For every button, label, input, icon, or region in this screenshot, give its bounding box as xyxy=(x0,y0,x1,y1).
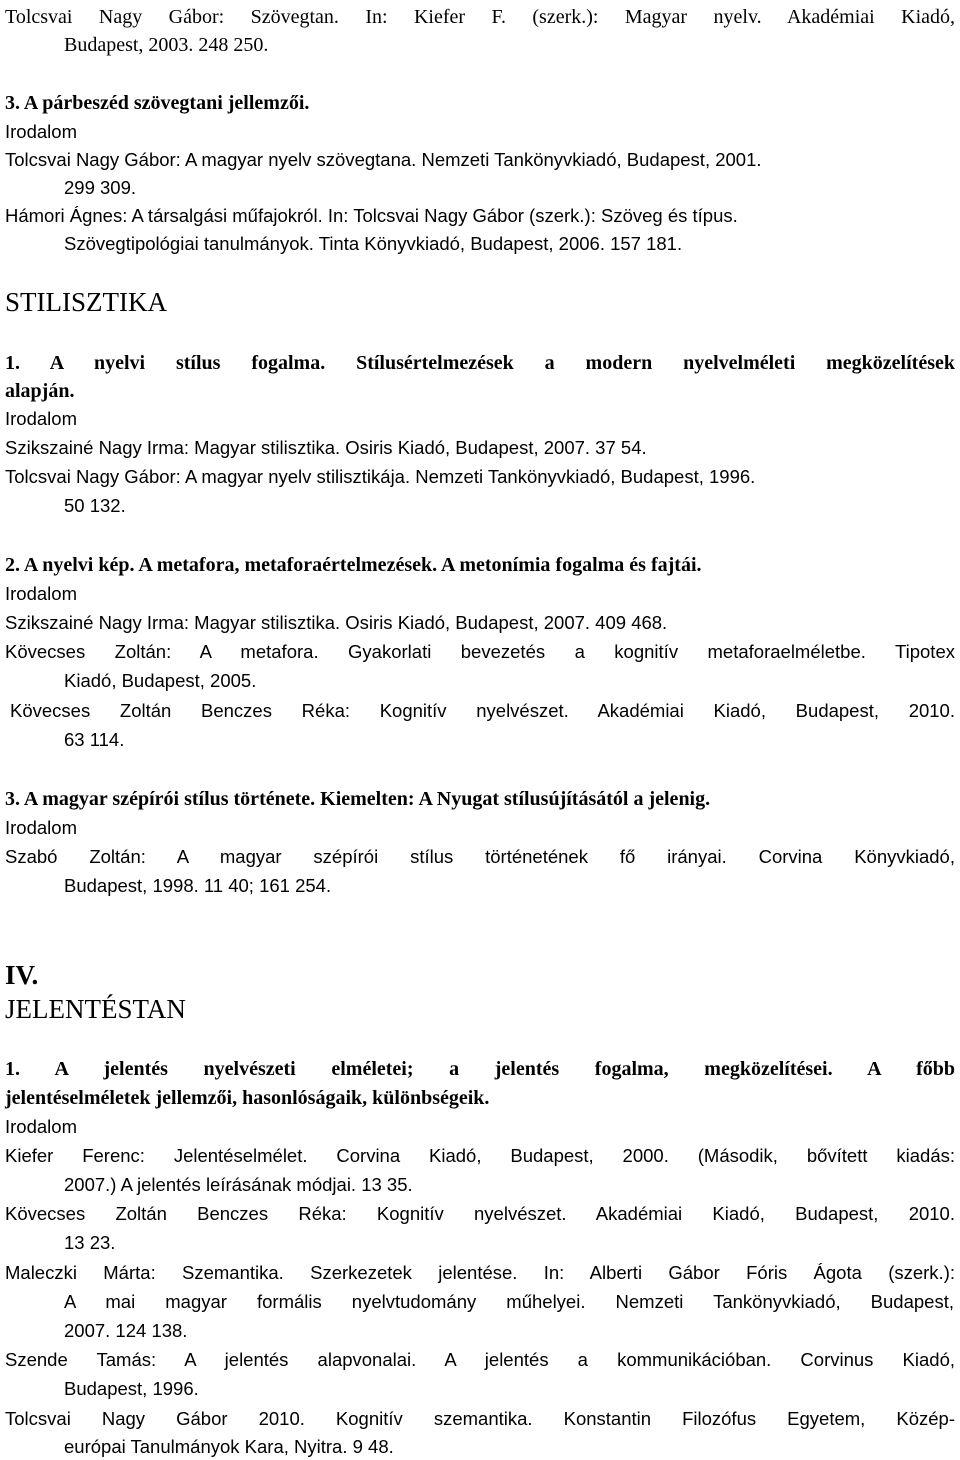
reference-line: Budapest, 2003. 248 250. xyxy=(64,34,269,56)
irodalom-label: Irodalom xyxy=(5,583,77,604)
section-heading: STILISZTIKA xyxy=(5,287,167,317)
reference-line: Maleczki Márta: Szemantika. Szerkezetek jelentése. In: Alberti Gábor Fóris Ágota (szerk.): xyxy=(5,1262,955,1283)
reference-line: Szende Tamás: A jelentés alapvonalai. A jelentés a kommunikációban. Corvinus Kiadó, xyxy=(5,1349,955,1370)
reference-line: Hámori Ágnes: A társalgási műfajokról. In: Tolcsvai Nagy Gábor (szerk.): Szöveg és típus. xyxy=(5,205,738,226)
irodalom-label: Irodalom xyxy=(5,1116,77,1137)
topic-heading: 1. A jelentés nyelvészeti elméletei; a jelentés fogalma, megközelítései. A főbb xyxy=(5,1058,955,1080)
reference-line: Szabó Zoltán: A magyar szépírói stílus történetének fő irányai. Corvina Könyvkiadó, xyxy=(5,846,955,867)
reference-line: Szövegtipológiai tanulmányok. Tinta Könyvkiadó, Budapest, 2006. 157 181. xyxy=(64,233,683,254)
reference-line: A mai magyar formális nyelvtudomány műhelyei. Nemzeti Tankönyvkiadó, Budapest, xyxy=(64,1291,954,1312)
reference-line: Kiefer Ferenc: Jelentéselmélet. Corvina Kiadó, Budapest, 2000. (Második, bővített kiadás: xyxy=(5,1145,955,1166)
reference-line: 50 132. xyxy=(64,495,126,516)
topic-heading: 3. A magyar szépírói stílus története. Kiemelten: A Nyugat stílusújításától a jelenig. xyxy=(5,788,711,810)
reference-line: Tolcsvai Nagy Gábor: Szövegtan. In: Kiefer F. (szerk.): Magyar nyelv. Akadémiai Kiadó, xyxy=(5,6,955,28)
topic-heading: 1. A nyelvi stílus fogalma. Stílusértelmezések a modern nyelvelméleti megközelítések xyxy=(5,352,955,374)
section-heading: JELENTÉSTAN xyxy=(5,994,186,1024)
reference-line: Tolcsvai Nagy Gábor: A magyar nyelv stilisztikája. Nemzeti Tankönyvkiadó, Budapest, 1996. xyxy=(5,466,756,487)
reference-line: 13 23. xyxy=(64,1232,116,1253)
reference-line: 2007.) A jelentés leírásának módjai. 13 35. xyxy=(64,1174,413,1195)
irodalom-label: Irodalom xyxy=(5,817,77,838)
reference-line: 2007. 124 138. xyxy=(64,1320,188,1341)
topic-heading: jelentéselméletek jellemzői, hasonlóságaik, különbségeik. xyxy=(5,1087,490,1109)
reference-line: Budapest, 1996. xyxy=(64,1378,199,1399)
reference-line: Szikszainé Nagy Irma: Magyar stilisztika. Osiris Kiadó, Budapest, 2007. 409 468. xyxy=(5,612,668,633)
reference-line: Kövecses Zoltán Benczes Réka: Kognitív nyelvészet. Akadémiai Kiadó, Budapest, 2010. xyxy=(5,1203,955,1224)
topic-heading: alapján. xyxy=(5,380,75,402)
reference-line: Budapest, 1998. 11 40; 161 254. xyxy=(64,875,332,896)
reference-line: 299 309. xyxy=(64,177,137,198)
irodalom-label: Irodalom xyxy=(5,121,77,142)
reference-line: Kiadó, Budapest, 2005. xyxy=(64,670,257,691)
topic-heading: 3. A párbeszéd szövegtani jellemzői. xyxy=(5,92,310,114)
reference-line: Tolcsvai Nagy Gábor 2010. Kognitív szemantika. Konstantin Filozófus Egyetem, Közép- xyxy=(5,1408,955,1429)
reference-line: Kövecses Zoltán: A metafora. Gyakorlati bevezetés a kognitív metaforaelméletbe. Tipotex xyxy=(5,641,955,662)
reference-line: Szikszainé Nagy Irma: Magyar stilisztika. Osiris Kiadó, Budapest, 2007. 37 54. xyxy=(5,437,647,458)
reference-line: Tolcsvai Nagy Gábor: A magyar nyelv szövegtana. Nemzeti Tankönyvkiadó, Budapest, 2001. xyxy=(5,149,762,170)
topic-heading: 2. A nyelvi kép. A metafora, metaforaértelmezések. A metonímia fogalma és fajtái. xyxy=(5,554,702,576)
irodalom-label: Irodalom xyxy=(5,408,77,429)
reference-line: 63 114. xyxy=(64,729,125,750)
reference-line: európai Tanulmányok Kara, Nyitra. 9 48. xyxy=(64,1436,394,1457)
part-number: IV. xyxy=(5,960,39,990)
reference-line: Kövecses Zoltán Benczes Réka: Kognitív nyelvészet. Akadémiai Kiadó, Budapest, 2010. xyxy=(10,700,955,721)
